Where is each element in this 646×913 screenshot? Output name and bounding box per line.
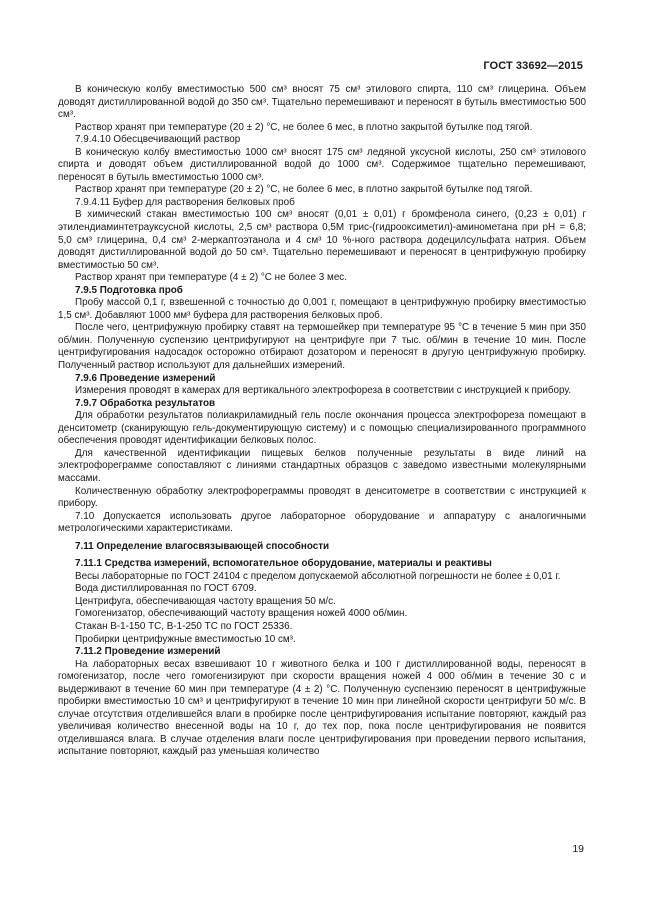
paragraph: Пробу массой 0,1 г, взвешенной с точностью до 0,001 г, помещают в центрифужную пробирку вместимостью 1,5 см³. Добавляют 1000 мм³ буфера для растворения белковых проб.: [58, 297, 586, 321]
list-item: Пробирки центрифужные вместимостью 10 см³.: [75, 633, 296, 645]
subsection-title: 7.9.4.10 Обесцвечивающий раствор: [75, 134, 241, 146]
paragraph: Измерения проводят в камерах для вертикального электрофореза в соответствии с инструкцией к прибору.: [75, 385, 572, 397]
section-heading: 7.11 Определение влагосвязывающей способности: [75, 540, 330, 552]
list-item: Весы лабораторные по ГОСТ 24104 с пределом допускаемой абсолютной погрешности не более ± 0,01 г.: [75, 570, 561, 582]
paragraph: В коническую колбу вместимостью 500 см³ вносят 75 см³ этилового спирта, 110 см³ глицерина. Объем доводят дистиллированной водой до 350 см³. Тщательно перемешивают и переносят в бутыль вместимостью 500 см³.: [58, 84, 586, 121]
paragraph: Для обработки результатов полиакриламидный гель после окончания процесса электрофореза помещают в денситометр (сканирующую гель-документирующую систему) и с помощью специализированного программного обеспечения проводят идентификации белковых полос.: [58, 410, 586, 447]
list-item: Вода дистиллированная по ГОСТ 6709.: [75, 583, 257, 595]
page-number: 19: [572, 843, 584, 855]
section-heading: 7.9.7 Обработка результатов: [75, 397, 216, 409]
page-content: [58, 84, 586, 759]
section-heading: 7.9.5 Подготовка проб: [75, 284, 183, 296]
paragraph: Раствор хранят при температуре (20 ± 2) °С, не более 6 мес, в плотно закрытой бутылке под тягой.: [75, 121, 533, 133]
standard-header: ГОСТ 33692—2015: [483, 60, 583, 72]
section-heading: 7.11.1 Средства измерений, вспомогательное оборудование, материалы и реактивы: [75, 558, 492, 570]
list-item: Гомогенизатор, обеспечивающий частоту вращения ножей 4000 об/мин.: [75, 608, 408, 620]
paragraph: Для качественной идентификации пищевых белков полученные результаты в виде линий на электрофореграмме сопоставляют с линиями стандартных образцов с заведомо известными молекулярными массами.: [58, 447, 586, 484]
paragraph: Раствор хранят при температуре (4 ± 2) °С не более 3 мес.: [75, 272, 347, 284]
paragraph: Количественную обработку электрофореграммы проводят в денситометре в соответствии с инструкцией к прибору.: [58, 485, 586, 510]
paragraph: После чего, центрифужную пробирку ставят на термошейкер при температуре 95 °С в течение 5 мин при 350 об/мин. Полученную суспензию центрифугируют на центрифуге при 7 тыс. об/мин в течение 10 мин. После центрифугирования надосадок осторожно отбирают дозатором и переносят в другую центрифужную пробирку. Полученный раствор используют для дальнейших измерений.: [58, 322, 586, 372]
paragraph: В химический стакан вместимостью 100 см³ вносят (0,01 ± 0,01) г бромфенола синего, (0,23 ± 0,01) г этилендиаминтетрауксусной кислоты, 2,5 см³ раствора 0,5М трис-(гидрооксиметил)-аминометана при pH = 6,8; 5,0 см³ глицерина, 0,4 см³ 2-меркаптоэтанола и 4 см³ 10 %-ного раствора додецилсульфата натрия. Объем доводят дистиллированной водой до 50 см³. Тщательно перемешивают и переносят в центрифужную пробирку вместимостью 50 см³.: [58, 209, 586, 271]
paragraph: На лабораторных весах взвешивают 10 г животного белка и 100 г дистиллированной воды, переносят в гомогенизатор, после чего гомогенизируют при скорости вращения ножей 4 000 об/мин в течение 30 с и выдерживают в течение 60 мин при температуре (4 ± 2) °С. Полученную суспензию переносят в центрифужные пробирки вместимостью 10 см³ и центрифугируют в течение 10 мин при линейной скорости центрифуги 50 м/с. В случае отсутствия отделившейся влаги в пробирке после центрифугирования испытание повторяют, каждый раз увеличивая количество внесенной воды на 10 г, до тех пор, пока после центрифугирования не появится отделившаяся влага. В случае отделения влаги после центрифугирования при проведении первого испытания, испытание повторяют, каждый раз уменьшая количество: [58, 658, 586, 758]
paragraph: В коническую колбу вместимостью 1000 см³ вносят 175 см³ ледяной уксусной кислоты, 250 см³ этилового спирта и доводят объем дистиллированной водой до 1000 см³. Содержимое тщательно перемешивают, переносят в бутыль вместимостью 1000 см³.: [58, 146, 586, 183]
subsection-title: 7.9.4.11 Буфер для растворения белковых проб: [75, 196, 295, 208]
list-item: Стакан В-1-150 ТС, В-1-250 ТС по ГОСТ 25336.: [75, 620, 293, 632]
list-item: Центрифуга, обеспечивающая частоту вращения 50 м/с.: [75, 595, 336, 607]
paragraph: 7.10 Допускается использовать другое лабораторное оборудование и аппаратуру с аналогичными метрологическими характеристиками.: [58, 510, 586, 535]
section-heading: 7.9.6 Проведение измерений: [75, 372, 216, 384]
paragraph: Раствор хранят при температуре (20 ± 2) °С, не более 6 мес, в плотно закрытой бутылке под тягой.: [75, 184, 533, 196]
section-heading: 7.11.2 Проведение измерений: [75, 646, 221, 658]
